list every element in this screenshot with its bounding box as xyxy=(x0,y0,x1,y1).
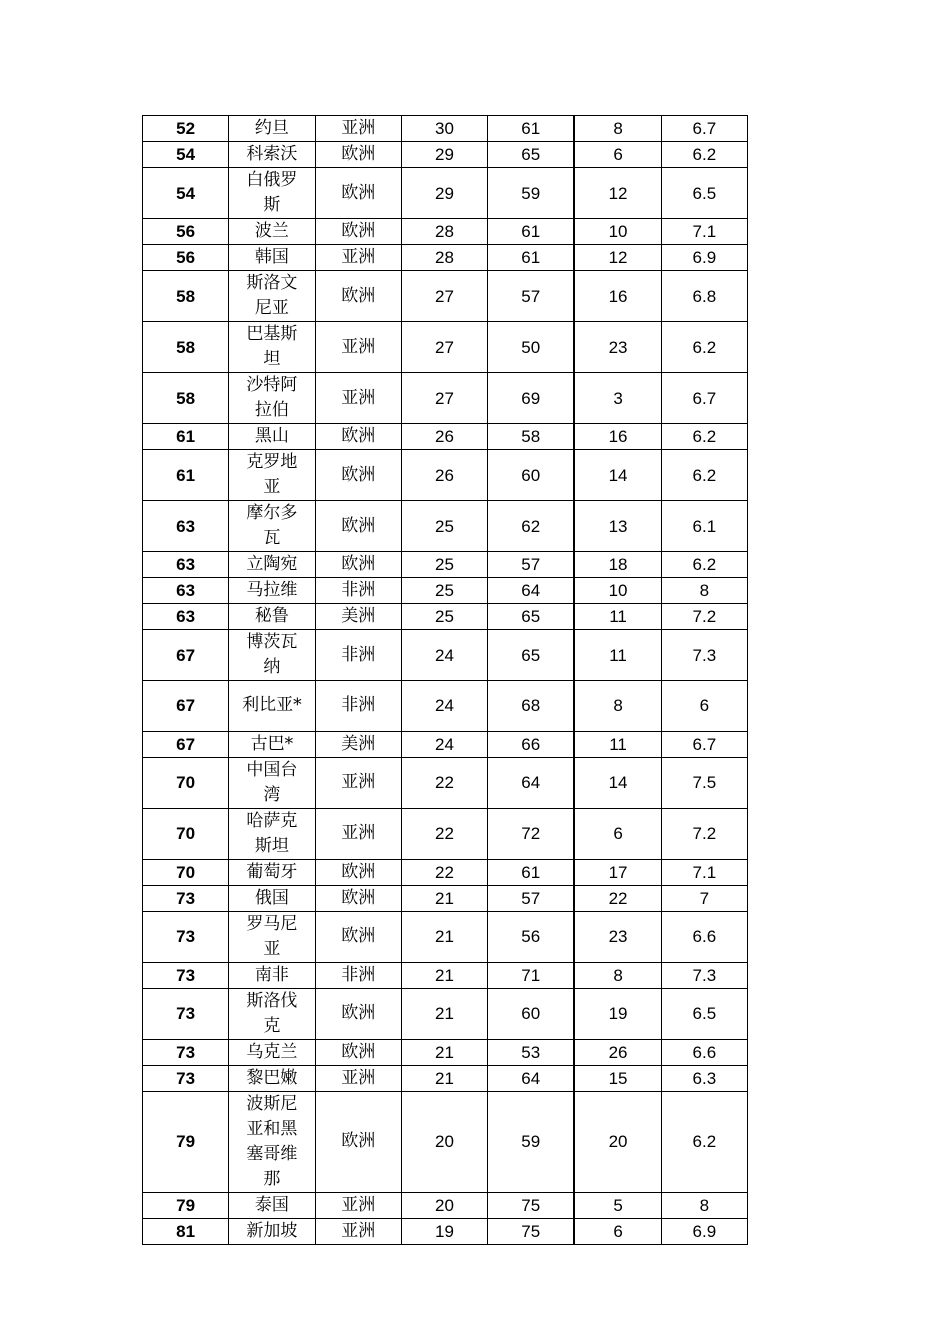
value-cell-2: 59 xyxy=(488,1091,575,1192)
value-cell-4: 6.9 xyxy=(661,1218,747,1244)
value-cell-1: 21 xyxy=(401,962,487,988)
country-name: 秘鲁 xyxy=(254,606,289,626)
value-cell-2: 61 xyxy=(488,116,575,142)
country-name: 沙特阿拉伯 xyxy=(246,375,298,420)
country-cell xyxy=(229,911,315,962)
value-cell-3: 15 xyxy=(574,1065,661,1091)
country-name: 斯洛伐克 xyxy=(246,990,298,1036)
value-cell-2: 65 xyxy=(488,630,575,681)
value-cell-2: 57 xyxy=(488,271,575,322)
value-cell-4: 7.5 xyxy=(661,757,747,808)
continent-cell: 非洲 xyxy=(315,962,401,988)
continent-cell: 欧洲 xyxy=(315,168,401,219)
continent-cell: 亚洲 xyxy=(315,1065,401,1091)
country-cell xyxy=(229,271,315,322)
rank-cell: 79 xyxy=(143,1091,229,1192)
value-cell-2: 64 xyxy=(488,757,575,808)
value-cell-3: 14 xyxy=(574,757,661,808)
table-row xyxy=(143,681,748,732)
value-cell-1: 22 xyxy=(401,757,487,808)
country-cell xyxy=(229,168,315,219)
rank-cell: 73 xyxy=(143,962,229,988)
value-cell-4: 7.3 xyxy=(661,630,747,681)
rank-cell: 58 xyxy=(143,373,229,424)
value-cell-2: 72 xyxy=(488,808,575,859)
continent-cell: 欧洲 xyxy=(315,219,401,245)
country-cell xyxy=(229,245,315,271)
country-name: 新加坡 xyxy=(246,1220,298,1241)
value-cell-2: 61 xyxy=(488,245,575,271)
country-cell xyxy=(229,859,315,885)
country-cell xyxy=(229,552,315,578)
table-body xyxy=(143,116,748,1245)
continent-cell: 欧洲 xyxy=(315,1091,401,1192)
value-cell-3: 12 xyxy=(574,245,661,271)
value-cell-4: 7.1 xyxy=(661,859,747,885)
value-cell-4: 7.3 xyxy=(661,962,747,988)
rank-cell: 73 xyxy=(143,1039,229,1065)
value-cell-3: 17 xyxy=(574,859,661,885)
table-row xyxy=(143,142,748,168)
rank-cell: 70 xyxy=(143,808,229,859)
value-cell-1: 28 xyxy=(401,219,487,245)
table-row xyxy=(143,271,748,322)
country-name: 约旦 xyxy=(254,118,289,138)
table-row xyxy=(143,630,748,681)
rank-cell: 58 xyxy=(143,322,229,373)
value-cell-2: 57 xyxy=(488,552,575,578)
rank-cell: 73 xyxy=(143,1065,229,1091)
country-cell xyxy=(229,962,315,988)
value-cell-3: 6 xyxy=(574,142,661,168)
value-cell-2: 66 xyxy=(488,731,575,757)
country-name: 博茨瓦纳 xyxy=(246,632,298,677)
table-row xyxy=(143,245,748,271)
value-cell-1: 26 xyxy=(401,450,487,501)
value-cell-1: 26 xyxy=(401,424,487,450)
continent-cell: 欧洲 xyxy=(315,552,401,578)
table-row xyxy=(143,988,748,1039)
value-cell-2: 65 xyxy=(488,142,575,168)
value-cell-3: 19 xyxy=(574,988,661,1039)
country-name: 摩尔多瓦 xyxy=(246,503,298,548)
continent-cell: 欧洲 xyxy=(315,271,401,322)
country-cell xyxy=(229,1218,315,1244)
value-cell-4: 6.7 xyxy=(661,116,747,142)
value-cell-2: 58 xyxy=(488,424,575,450)
table-row xyxy=(143,731,748,757)
rank-cell: 63 xyxy=(143,604,229,630)
value-cell-1: 24 xyxy=(401,630,487,681)
country-name: 黎巴嫩 xyxy=(246,1067,298,1088)
value-cell-4: 7.2 xyxy=(661,808,747,859)
country-cell xyxy=(229,142,315,168)
rank-cell: 61 xyxy=(143,424,229,450)
country-name: 古巴* xyxy=(250,733,294,754)
country-cell xyxy=(229,373,315,424)
rank-cell: 73 xyxy=(143,988,229,1039)
rank-cell: 58 xyxy=(143,271,229,322)
country-cell xyxy=(229,116,315,142)
table-row xyxy=(143,859,748,885)
rank-cell: 54 xyxy=(143,142,229,168)
value-cell-4: 6.3 xyxy=(661,1065,747,1091)
value-cell-2: 60 xyxy=(488,450,575,501)
value-cell-4: 6.6 xyxy=(661,1039,747,1065)
value-cell-1: 27 xyxy=(401,271,487,322)
value-cell-1: 25 xyxy=(401,578,487,604)
value-cell-2: 71 xyxy=(488,962,575,988)
table-row xyxy=(143,1218,748,1244)
value-cell-3: 6 xyxy=(574,1218,661,1244)
value-cell-4: 8 xyxy=(661,1192,747,1218)
value-cell-3: 10 xyxy=(574,578,661,604)
continent-cell: 美洲 xyxy=(315,731,401,757)
rank-cell: 81 xyxy=(143,1218,229,1244)
country-name: 白俄罗斯 xyxy=(246,170,298,215)
value-cell-4: 6 xyxy=(661,681,747,732)
value-cell-4: 6.5 xyxy=(661,988,747,1039)
table-row xyxy=(143,424,748,450)
value-cell-1: 28 xyxy=(401,245,487,271)
country-name: 波兰 xyxy=(254,221,289,241)
value-cell-3: 18 xyxy=(574,552,661,578)
value-cell-4: 6.2 xyxy=(661,142,747,168)
value-cell-3: 22 xyxy=(574,885,661,911)
value-cell-4: 6.1 xyxy=(661,501,747,552)
country-cell xyxy=(229,630,315,681)
value-cell-2: 69 xyxy=(488,373,575,424)
value-cell-4: 7.2 xyxy=(661,604,747,630)
value-cell-4: 6.8 xyxy=(661,271,747,322)
country-name: 黑山 xyxy=(254,426,289,446)
value-cell-3: 11 xyxy=(574,731,661,757)
value-cell-4: 6.5 xyxy=(661,168,747,219)
value-cell-2: 65 xyxy=(488,604,575,630)
continent-cell: 非洲 xyxy=(315,578,401,604)
table-row xyxy=(143,501,748,552)
value-cell-1: 20 xyxy=(401,1192,487,1218)
value-cell-2: 59 xyxy=(488,168,575,219)
value-cell-4: 6.6 xyxy=(661,911,747,962)
rank-cell: 63 xyxy=(143,578,229,604)
country-name: 斯洛文尼亚 xyxy=(246,273,298,318)
value-cell-3: 8 xyxy=(574,116,661,142)
continent-cell: 亚洲 xyxy=(315,373,401,424)
value-cell-2: 56 xyxy=(488,911,575,962)
value-cell-2: 75 xyxy=(488,1218,575,1244)
table-row xyxy=(143,578,748,604)
value-cell-1: 19 xyxy=(401,1218,487,1244)
value-cell-3: 11 xyxy=(574,630,661,681)
table-row xyxy=(143,322,748,373)
continent-cell: 欧洲 xyxy=(315,501,401,552)
table-row xyxy=(143,373,748,424)
table-row xyxy=(143,962,748,988)
value-cell-1: 25 xyxy=(401,552,487,578)
value-cell-3: 20 xyxy=(574,1091,661,1192)
country-name: 南非 xyxy=(254,964,289,985)
country-name: 葡萄牙 xyxy=(246,861,298,882)
value-cell-3: 16 xyxy=(574,424,661,450)
country-name: 立陶宛 xyxy=(246,554,298,574)
continent-cell: 亚洲 xyxy=(315,808,401,859)
country-cell xyxy=(229,578,315,604)
data-table xyxy=(142,115,748,1245)
value-cell-4: 6.7 xyxy=(661,731,747,757)
continent-cell: 亚洲 xyxy=(315,1218,401,1244)
continent-cell: 亚洲 xyxy=(315,322,401,373)
country-cell xyxy=(229,808,315,859)
rank-cell: 67 xyxy=(143,681,229,732)
country-cell xyxy=(229,604,315,630)
country-name: 中国台湾 xyxy=(246,759,298,805)
continent-cell: 欧洲 xyxy=(315,450,401,501)
table-row xyxy=(143,219,748,245)
continent-cell: 亚洲 xyxy=(315,116,401,142)
value-cell-3: 10 xyxy=(574,219,661,245)
table-row xyxy=(143,1091,748,1192)
value-cell-1: 24 xyxy=(401,681,487,732)
country-name: 科索沃 xyxy=(246,144,298,164)
value-cell-3: 23 xyxy=(574,322,661,373)
country-name: 哈萨克斯坦 xyxy=(246,810,298,856)
country-cell xyxy=(229,731,315,757)
rank-cell: 56 xyxy=(143,245,229,271)
rank-cell: 54 xyxy=(143,168,229,219)
value-cell-4: 8 xyxy=(661,578,747,604)
value-cell-3: 23 xyxy=(574,911,661,962)
value-cell-4: 6.2 xyxy=(661,424,747,450)
country-cell xyxy=(229,1065,315,1091)
value-cell-4: 6.2 xyxy=(661,1091,747,1192)
continent-cell: 亚洲 xyxy=(315,757,401,808)
country-name: 俄国 xyxy=(254,887,289,908)
value-cell-3: 8 xyxy=(574,681,661,732)
value-cell-4: 6.2 xyxy=(661,552,747,578)
value-cell-3: 5 xyxy=(574,1192,661,1218)
country-cell xyxy=(229,450,315,501)
country-cell xyxy=(229,681,315,732)
value-cell-3: 3 xyxy=(574,373,661,424)
value-cell-2: 64 xyxy=(488,578,575,604)
value-cell-2: 53 xyxy=(488,1039,575,1065)
value-cell-2: 61 xyxy=(488,219,575,245)
table-row xyxy=(143,1192,748,1218)
country-cell xyxy=(229,757,315,808)
value-cell-1: 21 xyxy=(401,1065,487,1091)
rank-cell: 70 xyxy=(143,859,229,885)
value-cell-1: 27 xyxy=(401,322,487,373)
table-row xyxy=(143,168,748,219)
table-row xyxy=(143,552,748,578)
country-name: 罗马尼亚 xyxy=(246,913,298,959)
table-row xyxy=(143,757,748,808)
table-row xyxy=(143,1039,748,1065)
continent-cell: 欧洲 xyxy=(315,911,401,962)
country-cell xyxy=(229,988,315,1039)
table-row xyxy=(143,1065,748,1091)
rank-cell: 63 xyxy=(143,501,229,552)
value-cell-4: 7 xyxy=(661,885,747,911)
rank-cell: 67 xyxy=(143,731,229,757)
country-cell xyxy=(229,1192,315,1218)
value-cell-4: 6.2 xyxy=(661,450,747,501)
value-cell-2: 50 xyxy=(488,322,575,373)
value-cell-2: 57 xyxy=(488,885,575,911)
value-cell-4: 6.9 xyxy=(661,245,747,271)
continent-cell: 亚洲 xyxy=(315,1192,401,1218)
value-cell-3: 16 xyxy=(574,271,661,322)
table-row xyxy=(143,604,748,630)
continent-cell: 欧洲 xyxy=(315,885,401,911)
value-cell-4: 6.7 xyxy=(661,373,747,424)
value-cell-1: 22 xyxy=(401,808,487,859)
country-cell xyxy=(229,1091,315,1192)
value-cell-2: 68 xyxy=(488,681,575,732)
value-cell-1: 30 xyxy=(401,116,487,142)
rank-cell: 52 xyxy=(143,116,229,142)
value-cell-3: 8 xyxy=(574,962,661,988)
country-name: 利比亚* xyxy=(242,695,302,716)
value-cell-3: 26 xyxy=(574,1039,661,1065)
continent-cell: 欧洲 xyxy=(315,142,401,168)
country-cell xyxy=(229,219,315,245)
value-cell-1: 21 xyxy=(401,988,487,1039)
table-row xyxy=(143,808,748,859)
table-row xyxy=(143,911,748,962)
continent-cell: 欧洲 xyxy=(315,988,401,1039)
country-cell xyxy=(229,322,315,373)
continent-cell: 非洲 xyxy=(315,630,401,681)
country-name: 巴基斯坦 xyxy=(246,324,298,369)
value-cell-1: 25 xyxy=(401,501,487,552)
rank-cell: 56 xyxy=(143,219,229,245)
value-cell-2: 75 xyxy=(488,1192,575,1218)
value-cell-1: 29 xyxy=(401,168,487,219)
value-cell-1: 21 xyxy=(401,911,487,962)
value-cell-2: 61 xyxy=(488,859,575,885)
table-row xyxy=(143,450,748,501)
value-cell-3: 12 xyxy=(574,168,661,219)
country-cell xyxy=(229,424,315,450)
rank-cell: 67 xyxy=(143,630,229,681)
value-cell-1: 25 xyxy=(401,604,487,630)
value-cell-4: 6.2 xyxy=(661,322,747,373)
country-name: 泰国 xyxy=(254,1194,289,1215)
country-name: 马拉维 xyxy=(246,580,298,600)
value-cell-4: 7.1 xyxy=(661,219,747,245)
value-cell-1: 29 xyxy=(401,142,487,168)
value-cell-2: 62 xyxy=(488,501,575,552)
continent-cell: 欧洲 xyxy=(315,1039,401,1065)
country-name: 克罗地亚 xyxy=(246,452,298,497)
value-cell-1: 24 xyxy=(401,731,487,757)
continent-cell: 美洲 xyxy=(315,604,401,630)
rank-cell: 73 xyxy=(143,911,229,962)
continent-cell: 欧洲 xyxy=(315,859,401,885)
country-cell xyxy=(229,1039,315,1065)
value-cell-2: 64 xyxy=(488,1065,575,1091)
value-cell-3: 6 xyxy=(574,808,661,859)
value-cell-3: 13 xyxy=(574,501,661,552)
rank-cell: 63 xyxy=(143,552,229,578)
table-row xyxy=(143,885,748,911)
country-cell xyxy=(229,501,315,552)
continent-cell: 亚洲 xyxy=(315,245,401,271)
value-cell-3: 14 xyxy=(574,450,661,501)
country-cell xyxy=(229,885,315,911)
rank-cell: 70 xyxy=(143,757,229,808)
rank-cell: 61 xyxy=(143,450,229,501)
value-cell-1: 27 xyxy=(401,373,487,424)
value-cell-1: 22 xyxy=(401,859,487,885)
rank-cell: 73 xyxy=(143,885,229,911)
value-cell-1: 21 xyxy=(401,885,487,911)
table-row xyxy=(143,116,748,142)
country-name: 波斯尼亚和黑塞哥维那 xyxy=(246,1093,298,1189)
continent-cell: 非洲 xyxy=(315,681,401,732)
value-cell-2: 60 xyxy=(488,988,575,1039)
rank-cell: 79 xyxy=(143,1192,229,1218)
value-cell-3: 11 xyxy=(574,604,661,630)
value-cell-1: 20 xyxy=(401,1091,487,1192)
country-name: 韩国 xyxy=(254,247,289,267)
country-name: 乌克兰 xyxy=(246,1041,298,1062)
value-cell-1: 21 xyxy=(401,1039,487,1065)
continent-cell: 欧洲 xyxy=(315,424,401,450)
